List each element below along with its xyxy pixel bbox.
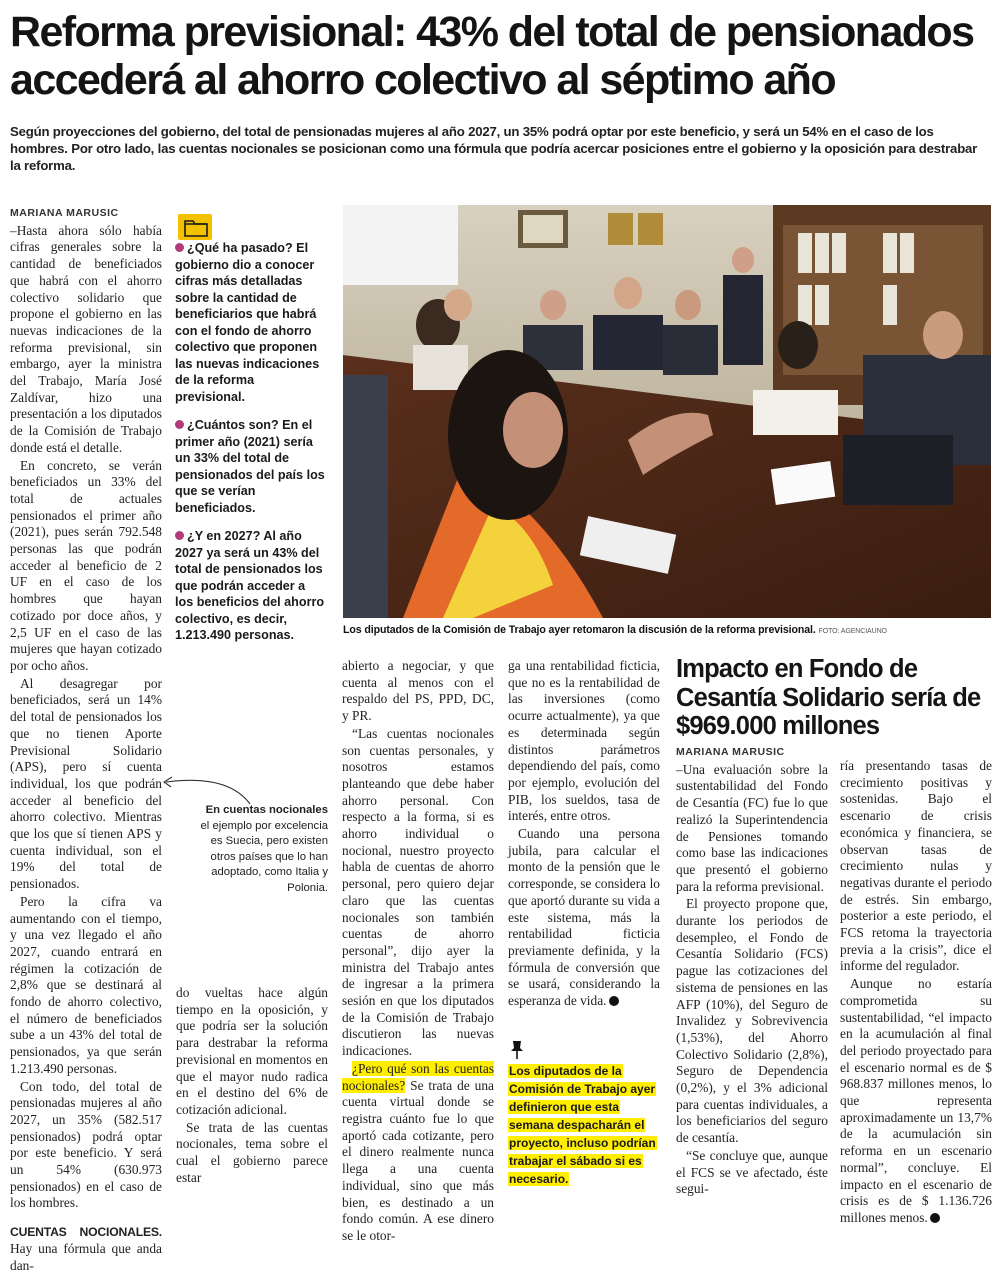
pull-quote-text: Los diputados de la Comisión de Trabajo ayer definieron que esta semana despacharán el proyecto, incluso podrían trabajar el sábado si es necesario.	[509, 1064, 656, 1186]
col4-paragraph-2	[508, 826, 660, 1010]
sidebar-column-1	[676, 744, 828, 1197]
col1-paragraph-6-text: Hay una fórmula que anda dan-	[10, 1240, 162, 1273]
qa-answer-3: Al año 2027 ya será un 43% del total de pensionados los que podrán acceder a los beneficios del ahorro colectivo, es decir, 1.213.490 personas.	[175, 529, 325, 642]
subhead-cuentas-nocionales: CUENTAS NOCIONALES.	[10, 1225, 162, 1240]
photo-caption	[343, 624, 993, 636]
sidebar-paragraph-2: El proyecto propone que, durante los periodos de desempleo, el Fondo de Cesantía Solidario (FCS) pague las cotizaciones del sistema de pensiones en las AFP (10%), del Seguro de Invalidez y Sobrevivencia (1,53%), del Ahorro Colectivo Solidario (2,8%), Seguro de Dependencia (0,2%), y el 3% adicional para cuentas individuales, a los beneficiarios del seguro de cesantía.	[676, 896, 828, 1146]
qa-answer-2: En el primer año (2021) sería un 33% del total de pensionados del país los que se verían beneficiados.	[175, 418, 325, 515]
sidebar-paragraph-4: ría presentando tasas de crecimiento positivas y sostenidas. Bajo el escenario de crisis económica y financiera, se observan tasas de crecimiento nulas y negativas durante el periodo de estrés. Sin embargo, posterior a este periodo, el FCS retoma la trayectoria previa a la crisis”, dice el informe del regulador.	[840, 758, 992, 974]
col3-paragraph-3	[342, 1061, 494, 1245]
qa-item-2	[175, 417, 325, 516]
col4-paragraph-1: ga una rentabilidad ficticia, que no es la rentabilidad de las inversiones (como ocurre actualmente), ya que es determinada según distintos parámetros dependiendo del país, como por ejemplo, evolución del PIB, los sueldos, tasa de interés, entre otros.	[508, 658, 660, 824]
headline: Reforma previsional: 43% del total de pensionados accederá al ahorro colectivo al séptimo año	[10, 8, 974, 104]
dek: Según proyecciones del gobierno, del total de pensionadas mujeres al año 2027, un 35% podrá optar por este beneficio, y será un 54% en el caso de los hombres. Por otro lado, las cuentas nocionales se posicionan como una fórmula que podría acercar posiciones entre el gobierno y la oposición para destrabar la reforma.	[10, 124, 978, 173]
column-2	[176, 985, 328, 1185]
column-1	[10, 205, 162, 1273]
col3-paragraph-2: “Las cuentas nocionales son cuentas personales, y nosotros estamos planteando que debe haber ahorro personal. Con respecto a la forma, si es ahorro individual o nocional, nuestro proyecto habla de cuentas de ahorro personal, pero quiero dejar claro que las cuentas nocionales son también cuentas de ahorro personal”, dijo ayer la ministra del Trabajo antes de ingresar a la primera sesión en que los diputados de la Comisión de Trabajo discutieron las nuevas indicaciones.	[342, 725, 494, 1059]
col3-paragraph-3-text: Se trata de una cuenta virtual donde se registra cuánto fue lo que aportó cada cotizante, pero el dinero realmente nunca llega a una cuenta individual, sino que más bien, es destinado a un fondo común. A ese dinero se le otor-	[342, 1077, 494, 1243]
sidebar-column-2	[840, 758, 992, 1225]
col4-paragraph-2-text: Cuando una persona jubila, para calcular el monto de la pensión que le corresponde, se considera lo que aportó durante su vida a este sistema, más la rentabilidad ficticia previamente definida, y la fórmula de conversión que se usará, considerando la esperanza de vida.	[508, 826, 660, 1009]
pushpin-icon	[508, 1040, 526, 1060]
caption-text: Los diputados de la Comisión de Trabajo ayer retomaron la discusión de la reforma previsional.	[343, 624, 816, 636]
bullet-icon	[175, 531, 184, 540]
qa-question-1: ¿Qué ha pasado?	[187, 241, 293, 255]
qa-box	[175, 240, 325, 656]
byline: MARIANA MARUSIC	[10, 207, 119, 219]
sidebar-paragraph-5-text: Aunque no estaría comprometida su sustentabilidad, “el impacto en la acumulación al final del periodo proyectado para el escenario normal es de $ 968.837 millones menos, lo que representa aproximadamente un 13,7% de la acumulación sin reforma en un escenario normal”, concluye. El impacto en el escenario de crisis es de $ 1.136.726 millones menos.	[840, 976, 992, 1225]
folder-icon	[178, 211, 214, 241]
sidebar-byline: MARIANA MARUSIC	[676, 746, 785, 758]
qa-item-1	[175, 240, 325, 405]
highlighted-question: ¿Pero qué son las cuentas nocionales?	[342, 1060, 494, 1093]
sidebar-paragraph-3: “Se concluye que, aunque el FCS se ve afectado, éste segui-	[676, 1147, 828, 1197]
column-4	[508, 658, 660, 1009]
callout-bold: En cuentas nocionales	[205, 804, 328, 816]
sidebar-paragraph-5	[840, 976, 992, 1227]
bullet-icon	[175, 243, 184, 252]
col1-paragraph-5: Con todo, del total de pensionadas mujeres al año 2027, un 35% (582.517 pensionados) podrá optar por este beneficio. Y será un 54% (630.973 pensionados) en el caso de los hombres.	[10, 1078, 162, 1211]
col1-paragraph-3: Al desagregar por beneficiados, será un 14% del total de pensionados los que no tienen Aporte Previsional Solidario (APS), pero sí cuenta individual, los que podrán acceder al beneficio del ahorro colectivo. Mientras que los que sí tienen APS y cuenta individual, son el 19% del total de pensionados.	[10, 675, 162, 892]
callout-box	[200, 803, 328, 896]
callout-arrow-icon	[158, 768, 258, 808]
col1-paragraph-1: –Hasta ahora sólo había cifras generales sobre la cantidad de beneficiados que habrá con el ahorro colectivo solidario que propone el gobierno en las nuevas indicaciones de la reforma previsional, sin embargo, ayer la ministra del Trabajo, María José Zaldívar, hizo una presentación a los diputados de la Comisión de Trabajo donde está el detalle.	[10, 222, 162, 455]
pull-quote	[508, 1062, 658, 1188]
col3-paragraph-1: abierto a negociar, y que cuenta al menos con el respaldo del PS, PPD, DC, y PR.	[342, 658, 494, 724]
col1-paragraph-2: En concreto, se verán beneficiados un 33% del total de actuales pensionados el primer año (2021), pues serán 792.548 personas las que podrán acceder al beneficio de 2 UF en el caso de los hombres que hayan cotizado por doce años, y 2,5 UF en el caso de las mujeres que hayan cotizado por ocho años.	[10, 457, 162, 673]
col2-paragraph-1: do vueltas hace algún tiempo en la oposición, y que podría ser la solución para destrabar la reforma previsional en momentos en que el mayor nudo radica en el destino del 6% de cotización adicional.	[176, 985, 328, 1117]
sidebar-paragraph-1: –Una evaluación sobre la sustentabilidad del Fondo de Cesantía (FC) fue lo que realizó la Superintendencia de Pensiones tomando como base las indicaciones que presentó el gobierno para la reforma previsional.	[676, 761, 828, 894]
col1-paragraph-6	[10, 1224, 162, 1274]
callout-text: el ejemplo por excelencia es Suecia, pero existen otros países que lo han adoptado, como Italia y Polonia.	[200, 819, 328, 894]
sidebar-title: Impacto en Fondo de Cesantía Solidario sería de $969.000 millones	[676, 655, 981, 740]
news-photo	[343, 205, 991, 618]
bullet-icon	[175, 420, 184, 429]
qa-question-2: ¿Cuántos son?	[187, 418, 279, 432]
col2-paragraph-2: Se trata de las cuentas nocionales, tema sobre el cual el gobierno parece estar	[176, 1119, 328, 1185]
photo-credit: FOTO: AGENCIAUNO	[818, 628, 887, 635]
qa-answer-1: El gobierno dio a conocer cifras más detalladas sobre la cantidad de beneficiarios que habrá con el fondo de ahorro colectivo que proponen las nuevas indicaciones de la reforma previsional.	[175, 241, 320, 404]
qa-item-3	[175, 528, 325, 644]
col1-paragraph-4: Pero la cifra va aumentando con el tiempo, y una vez llegado el año 2027, cuando entrará en régimen la cotización de 2,8% que se destinará al fondo de ahorro colectivo, el número de beneficiados sube a un 43% del total de pensionados, ya que serán 1.213.490 personas.	[10, 893, 162, 1076]
column-3	[342, 658, 494, 1243]
qa-question-3: ¿Y en 2027?	[187, 529, 261, 543]
end-mark-icon	[930, 1213, 940, 1223]
end-mark-icon	[609, 996, 619, 1006]
